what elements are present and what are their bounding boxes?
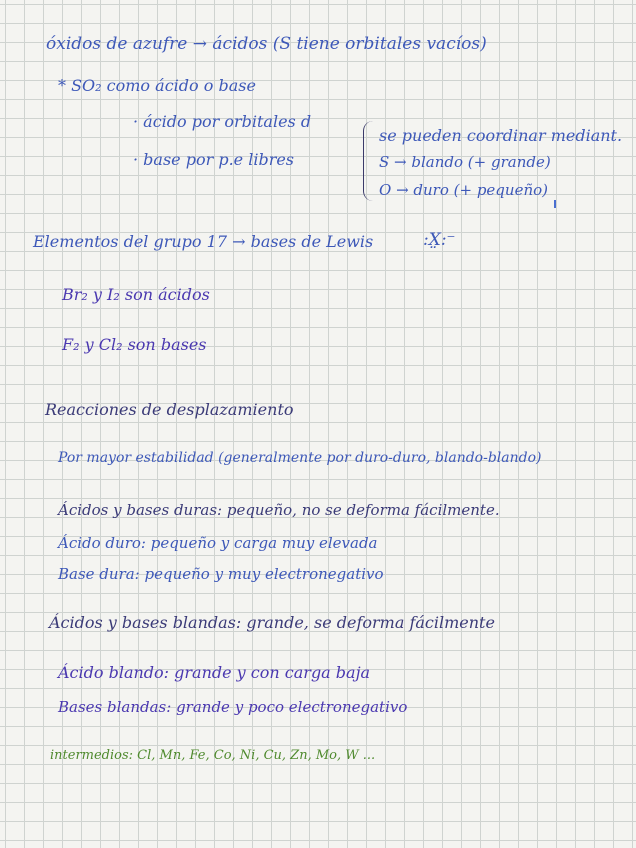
note-line-oxidos: óxidos de azufre → ácidos (S tiene orbitales vacíos) [46, 34, 487, 54]
note-line-s-blando: S → blando (+ grande) [379, 153, 551, 171]
note-line-intermedios: intermedios: Cl, Mn, Fe, Co, Ni, Cu, Zn, Mo, W ... [50, 748, 376, 763]
note-line-br2-i2: Br₂ y I₂ son ácidos [62, 285, 210, 304]
lewis-structure: :X̤:⁻ [423, 230, 456, 250]
note-line-acido-duro: Ácido duro: pequeño y carga muy elevada [58, 534, 378, 552]
note-line-coordinar: se pueden coordinar mediant. [379, 126, 623, 145]
note-line-f2-cl2: F₂ y Cl₂ son bases [62, 335, 207, 354]
section-heading-desplazamiento: Reacciones de desplazamiento [45, 400, 294, 419]
note-line-bases-blandas: Bases blandas: grande y poco electronegativo [58, 698, 408, 716]
note-line-base-pares: · base por p.e libres [133, 150, 295, 169]
note-line-so2: * SO₂ como ácido o base [58, 76, 256, 95]
note-line-base-dura: Base dura: pequeño y muy electronegativo [58, 565, 384, 583]
note-line-estabilidad: Por mayor estabilidad (generalmente por duro-duro, blando-blando) [58, 450, 542, 466]
curly-bracket [363, 121, 374, 201]
plus-mark [554, 200, 556, 208]
note-line-acido-orbitales: · ácido por orbitales d [133, 112, 312, 131]
note-line-acido-blando: Ácido blando: grande y con carga baja [58, 663, 371, 682]
note-line-o-duro: O → duro (+ pequeño) [379, 181, 548, 199]
note-line-blandas: Ácidos y bases blandas: grande, se deforma fácilmente [49, 613, 495, 632]
note-line-grupo17: Elementos del grupo 17 → bases de Lewis [33, 232, 374, 251]
note-line-duras: Ácidos y bases duras: pequeño, no se deforma fácilmente. [58, 501, 500, 519]
